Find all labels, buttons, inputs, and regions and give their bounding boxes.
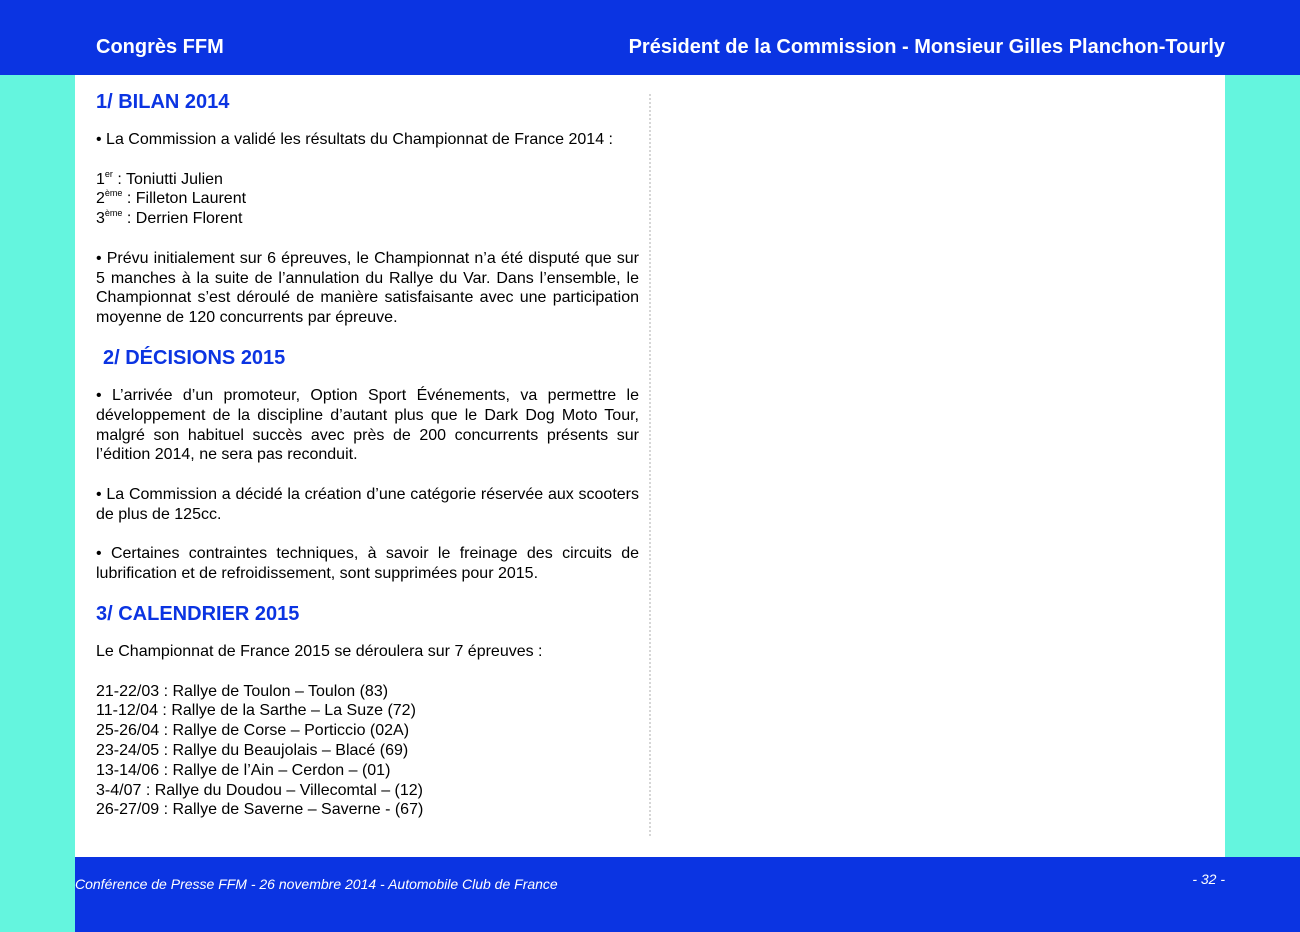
header-right-title: Président de la Commission - Monsieur Gilles Planchon-Tourly [628,36,1225,58]
event-item: 21-22/03 : Rallye de Toulon – Toulon (83) [96,682,389,700]
left-column [96,90,639,820]
event-item: 3-4/07 : Rallye du Doudou – Villecomtal – (12) [96,781,423,799]
event-item: 23-24/05 : Rallye du Beaujolais – Blacé (69) [96,741,409,759]
bilan-intro: • La Commission a validé les résultats du Championnat de France 2014 : [96,131,613,148]
decisions-paragraph: • L’arrivée d’un promoteur, Option Sport Événements, va permettre le développement de la discipline d’autant plus que le Dark Dog Moto Tour, malgré son habituel succès avec près de 200 concurrents présents sur l’édition 2014, ne sera pas reconduit. [96,386,639,464]
footer-text: Conférence de Presse FFM - 26 novembre 2014 - Automobile Club de France [75,876,558,892]
decisions-paragraph: • La Commission a décidé la création d’une catégorie réservée aux scooters de plus de 125cc. [96,485,639,523]
event-item: 13-14/06 : Rallye de l’Ain – Cerdon – (01) [96,761,391,779]
event-item: 26-27/09 : Rallye de Saverne – Saverne - (67) [96,801,424,819]
bilan-paragraph: • Prévu initialement sur 6 épreuves, le Championnat n’a été disputé que sur 5 manches à la suite de l’annulation du Rallye du Var. Dans l’ensemble, le Championnat s’est déroulé de manière satisfaisante avec une participation moyenne de 120 concurrents par épreuve. [96,249,639,327]
header-left-title: Congrès FFM [96,36,224,58]
page-number: - 32 - [1192,871,1225,887]
header-band [0,0,1300,75]
ranking-item: 3ème : Derrien Florent [96,208,243,228]
event-list [96,682,639,821]
decisions-paragraph: • Certaines contraintes techniques, à savoir le freinage des circuits de lubrification et de refroidissement, sont supprimées pour 2015. [96,545,639,583]
event-item: 25-26/04 : Rallye de Corse – Porticcio (02A) [96,722,410,740]
section-heading-decisions: 2/ DÉCISIONS 2015 [103,346,286,369]
section-heading-bilan: 1/ BILAN 2014 [96,91,230,113]
footer-band [75,857,1300,932]
event-item: 11-12/04 : Rallye de la Sarthe – La Suze (72) [96,702,416,720]
ranking-list [96,170,639,229]
section-heading-calendrier: 3/ CALENDRIER 2015 [96,602,300,625]
ranking-item: 2ème : Filleton Laurent [96,188,247,208]
calendrier-intro: Le Championnat de France 2015 se déroulera sur 7 épreuves : [96,642,543,660]
column-divider [649,94,651,836]
ranking-item: 1er : Toniutti Julien [96,168,223,188]
